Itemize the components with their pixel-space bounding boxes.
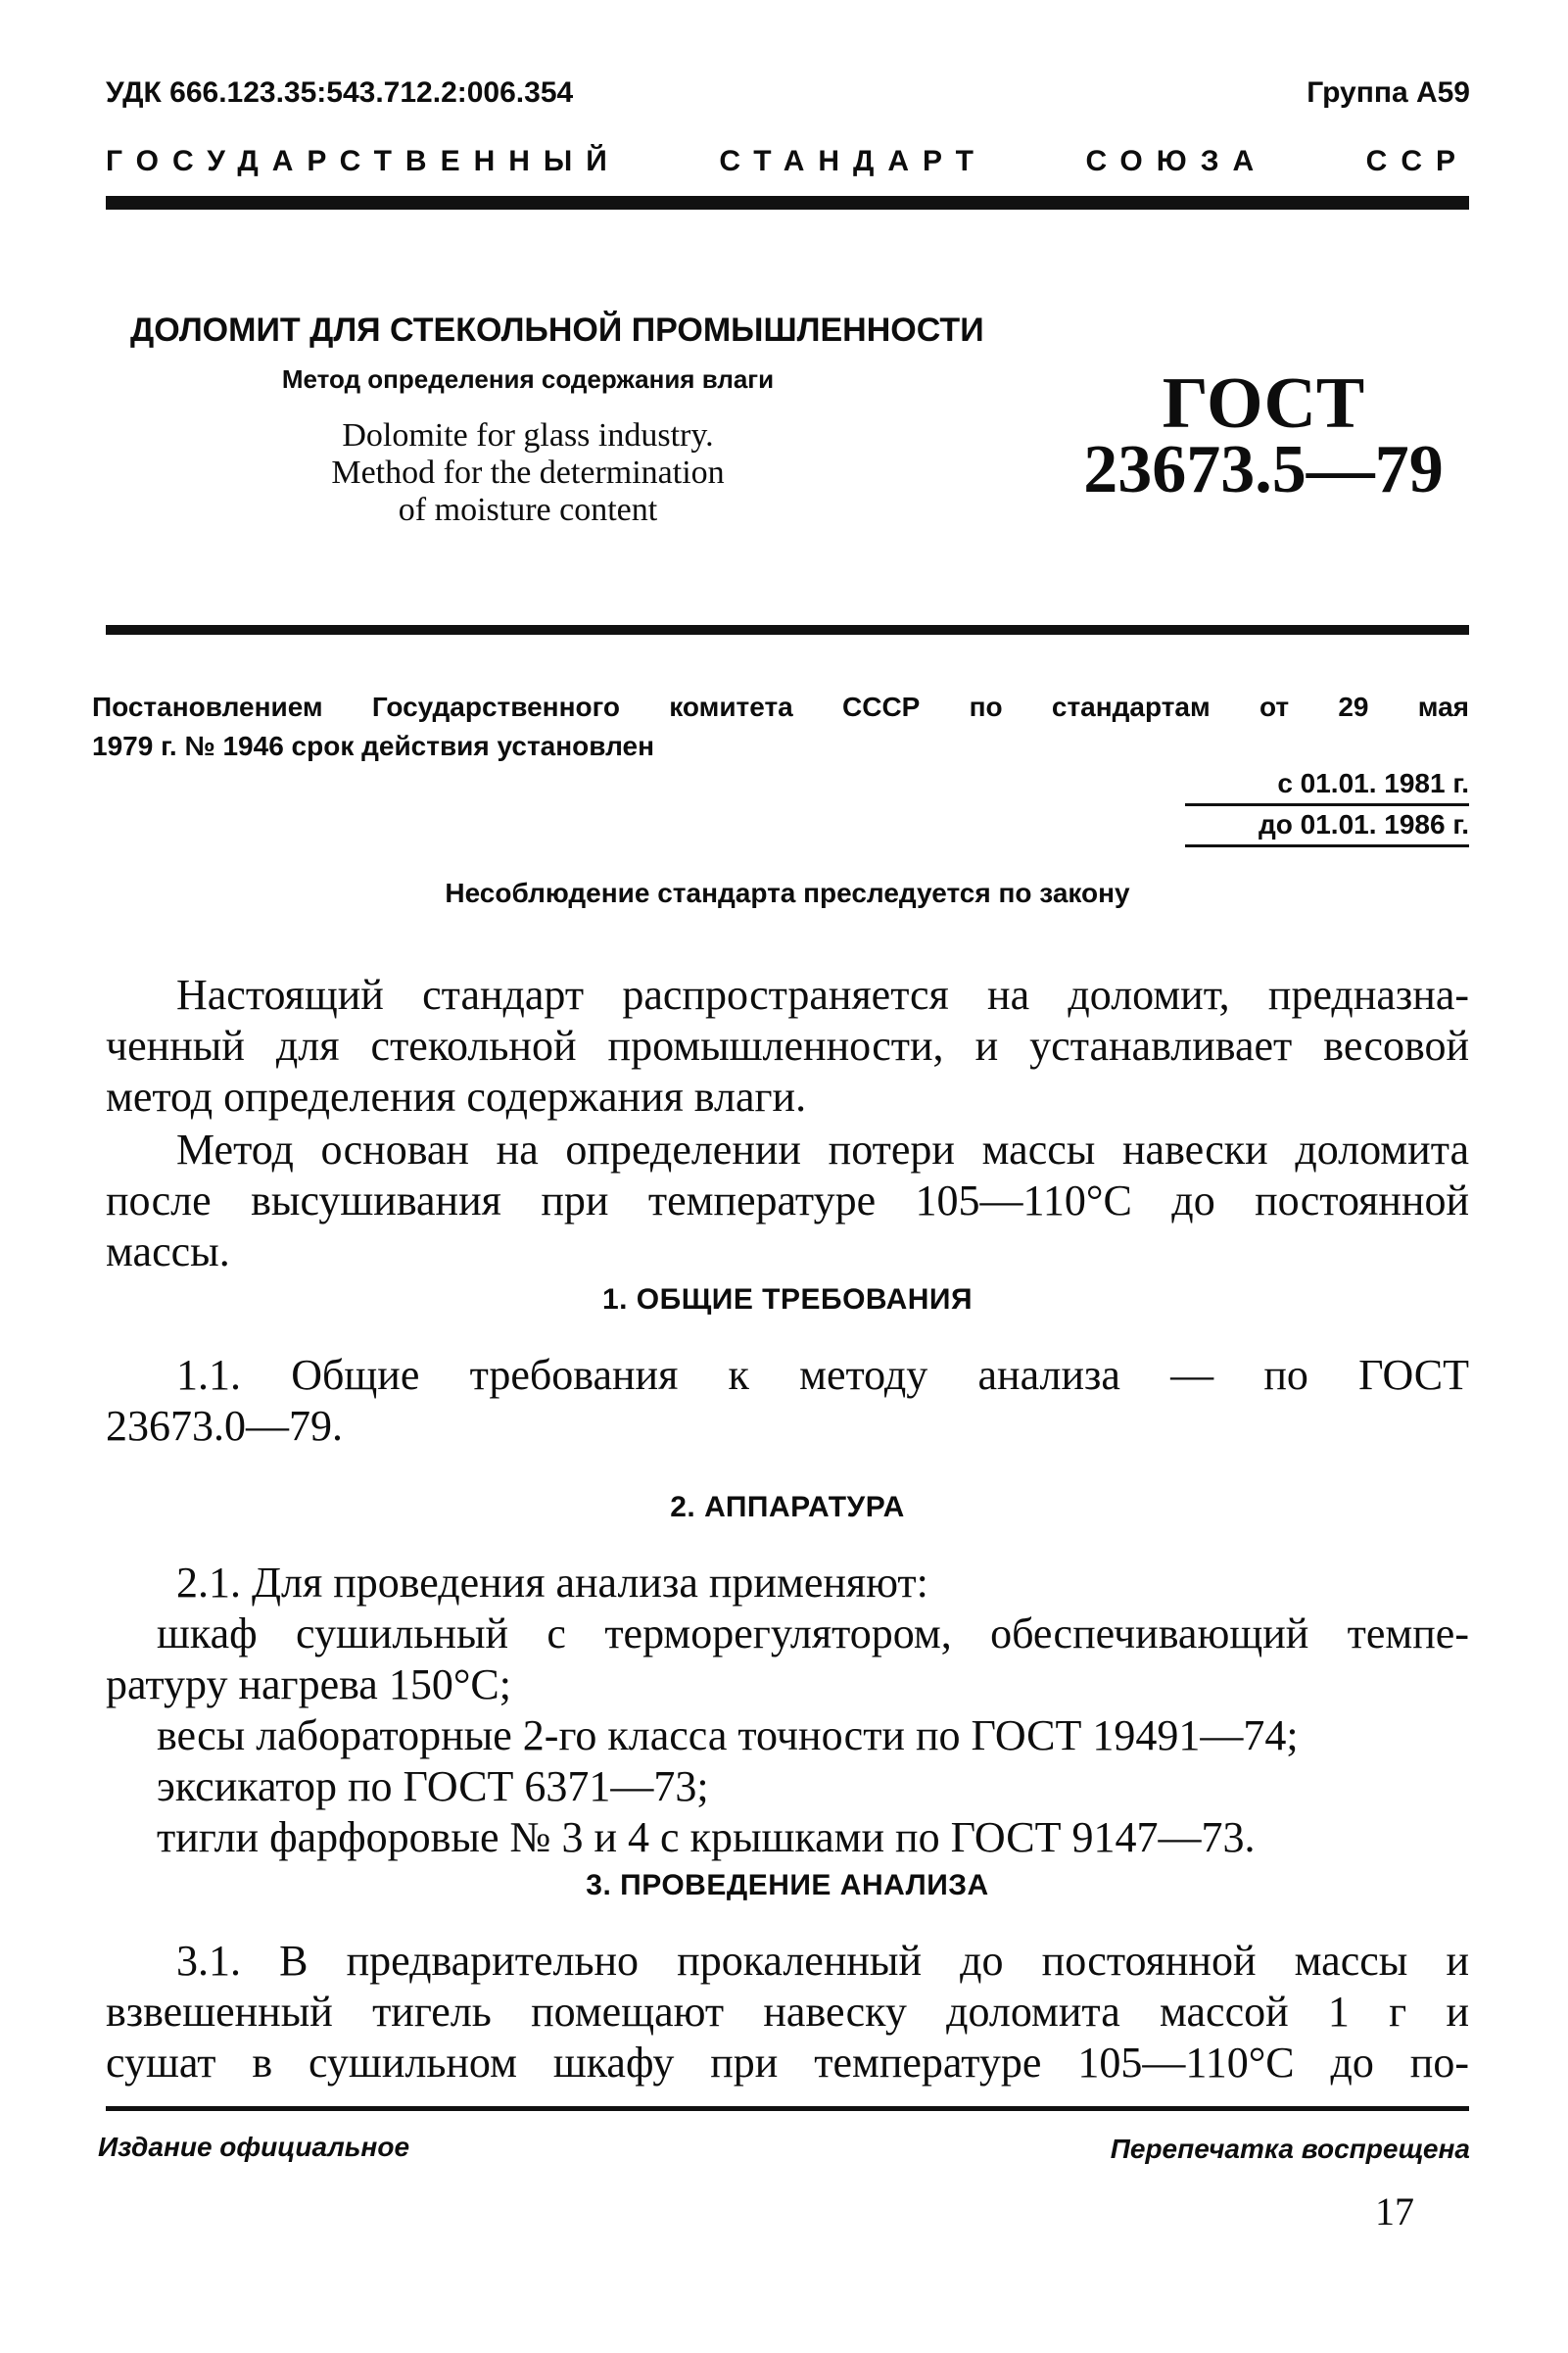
intro-p2-line-1: Метод основан на определении потери массы навески доломита [176,1126,1469,1174]
header-rule [106,196,1469,210]
intro-p1-line-2: ченный для стекольной промышленности, и устанавливает весовой [106,1022,1469,1070]
footer-rule [106,2106,1469,2111]
section-3-line-2: взвешенный тигель помещают навеску доломита массой 1 г и [106,1988,1469,2036]
document-title: ДОЛОМИТ ДЛЯ СТЕКОЛЬНОЙ ПРОМЫШЛЕННОСТИ [130,312,984,349]
section-2-line-6: тигли фарфоровые № 3 и 4 с крышками по ГОСТ 9147—73. [157,1813,1256,1861]
section-2-line-1: 2.1. Для проведения анализа применяют: [176,1559,928,1607]
english-title-line-2: Method for the determination [331,455,725,491]
section-1-line-1: 1.1. Общие требования к методу анализа — по ГОСТ [176,1351,1469,1399]
group-code: Группа А59 [1307,76,1470,109]
section-3-line-3: сушат в сушильном шкафу при температуре 105—110°С до по- [106,2039,1469,2087]
section-2-line-5: эксикатор по ГОСТ 6371—73; [157,1762,709,1810]
legal-warning: Несоблюдение стандарта преследуется по закону [445,878,1130,908]
intro-p2-line-3: массы. [106,1227,230,1275]
english-title-line-3: of moisture content [398,492,658,528]
page-number: 17 [1375,2189,1414,2233]
section-3-heading: 3. ПРОВЕДЕНИЕ АНАЛИЗА [586,1869,989,1901]
english-title [130,417,926,529]
section-2-line-4: весы лабораторные 2-го класса точности по ГОСТ 19491—74; [157,1711,1299,1759]
section-2-line-2: шкаф сушильный с терморегулятором, обеспечивающий темпе- [157,1609,1469,1657]
section-2-heading: 2. АППАРАТУРА [670,1491,905,1523]
section-2-body [106,1558,1469,1863]
footer-reprint-notice: Перепечатка воспрещена [1110,2134,1470,2164]
section-1-heading: 1. ОБЩИЕ ТРЕБОВАНИЯ [601,1283,974,1316]
intro-paragraph-2 [106,1125,1469,1277]
valid-to-date: до 01.01. 1986 г. [1185,809,1469,847]
udk-code: УДК 666.123.35:543.712.2:006.354 [106,76,574,109]
gost-label: ГОСТ [1162,363,1365,444]
section-2-line-3: ратуру нагрева 150°С; [106,1660,512,1708]
section-3-body [106,1936,1469,2089]
document-subtitle: Метод определения содержания влаги [281,364,775,394]
footer-official-edition: Издание официальное [98,2132,410,2162]
title-rule [106,625,1469,635]
intro-p1-line-1: Настоящий стандарт распространяется на доломит, предназна- [176,971,1469,1019]
decree-line-2: 1979 г. № 1946 срок действия установлен [92,731,654,761]
decree-line-1: Постановлением Государственного комитета СССР по стандартам от 29 мая [92,692,1469,722]
gost-number: 23673.5—79 [1083,432,1444,507]
intro-p2-line-2: после высушивания при температуре 105—110°С до постоянной [106,1176,1469,1225]
intro-p1-line-3: метод определения содержания влаги. [106,1073,807,1121]
section-1-line-2: 23673.0—79. [106,1402,343,1450]
section-1-body [106,1350,1469,1452]
banner-title: ГОСУДАРСТВЕННЫЙ СТАНДАРТ СОЮЗА ССР [106,145,1469,177]
english-title-line-1: Dolomite for glass industry. [342,417,714,454]
valid-from-date: с 01.01. 1981 г. [1185,768,1469,806]
intro-paragraph-1 [106,970,1469,1123]
section-3-line-1: 3.1. В предварительно прокаленный до постоянной массы и [176,1937,1469,1985]
